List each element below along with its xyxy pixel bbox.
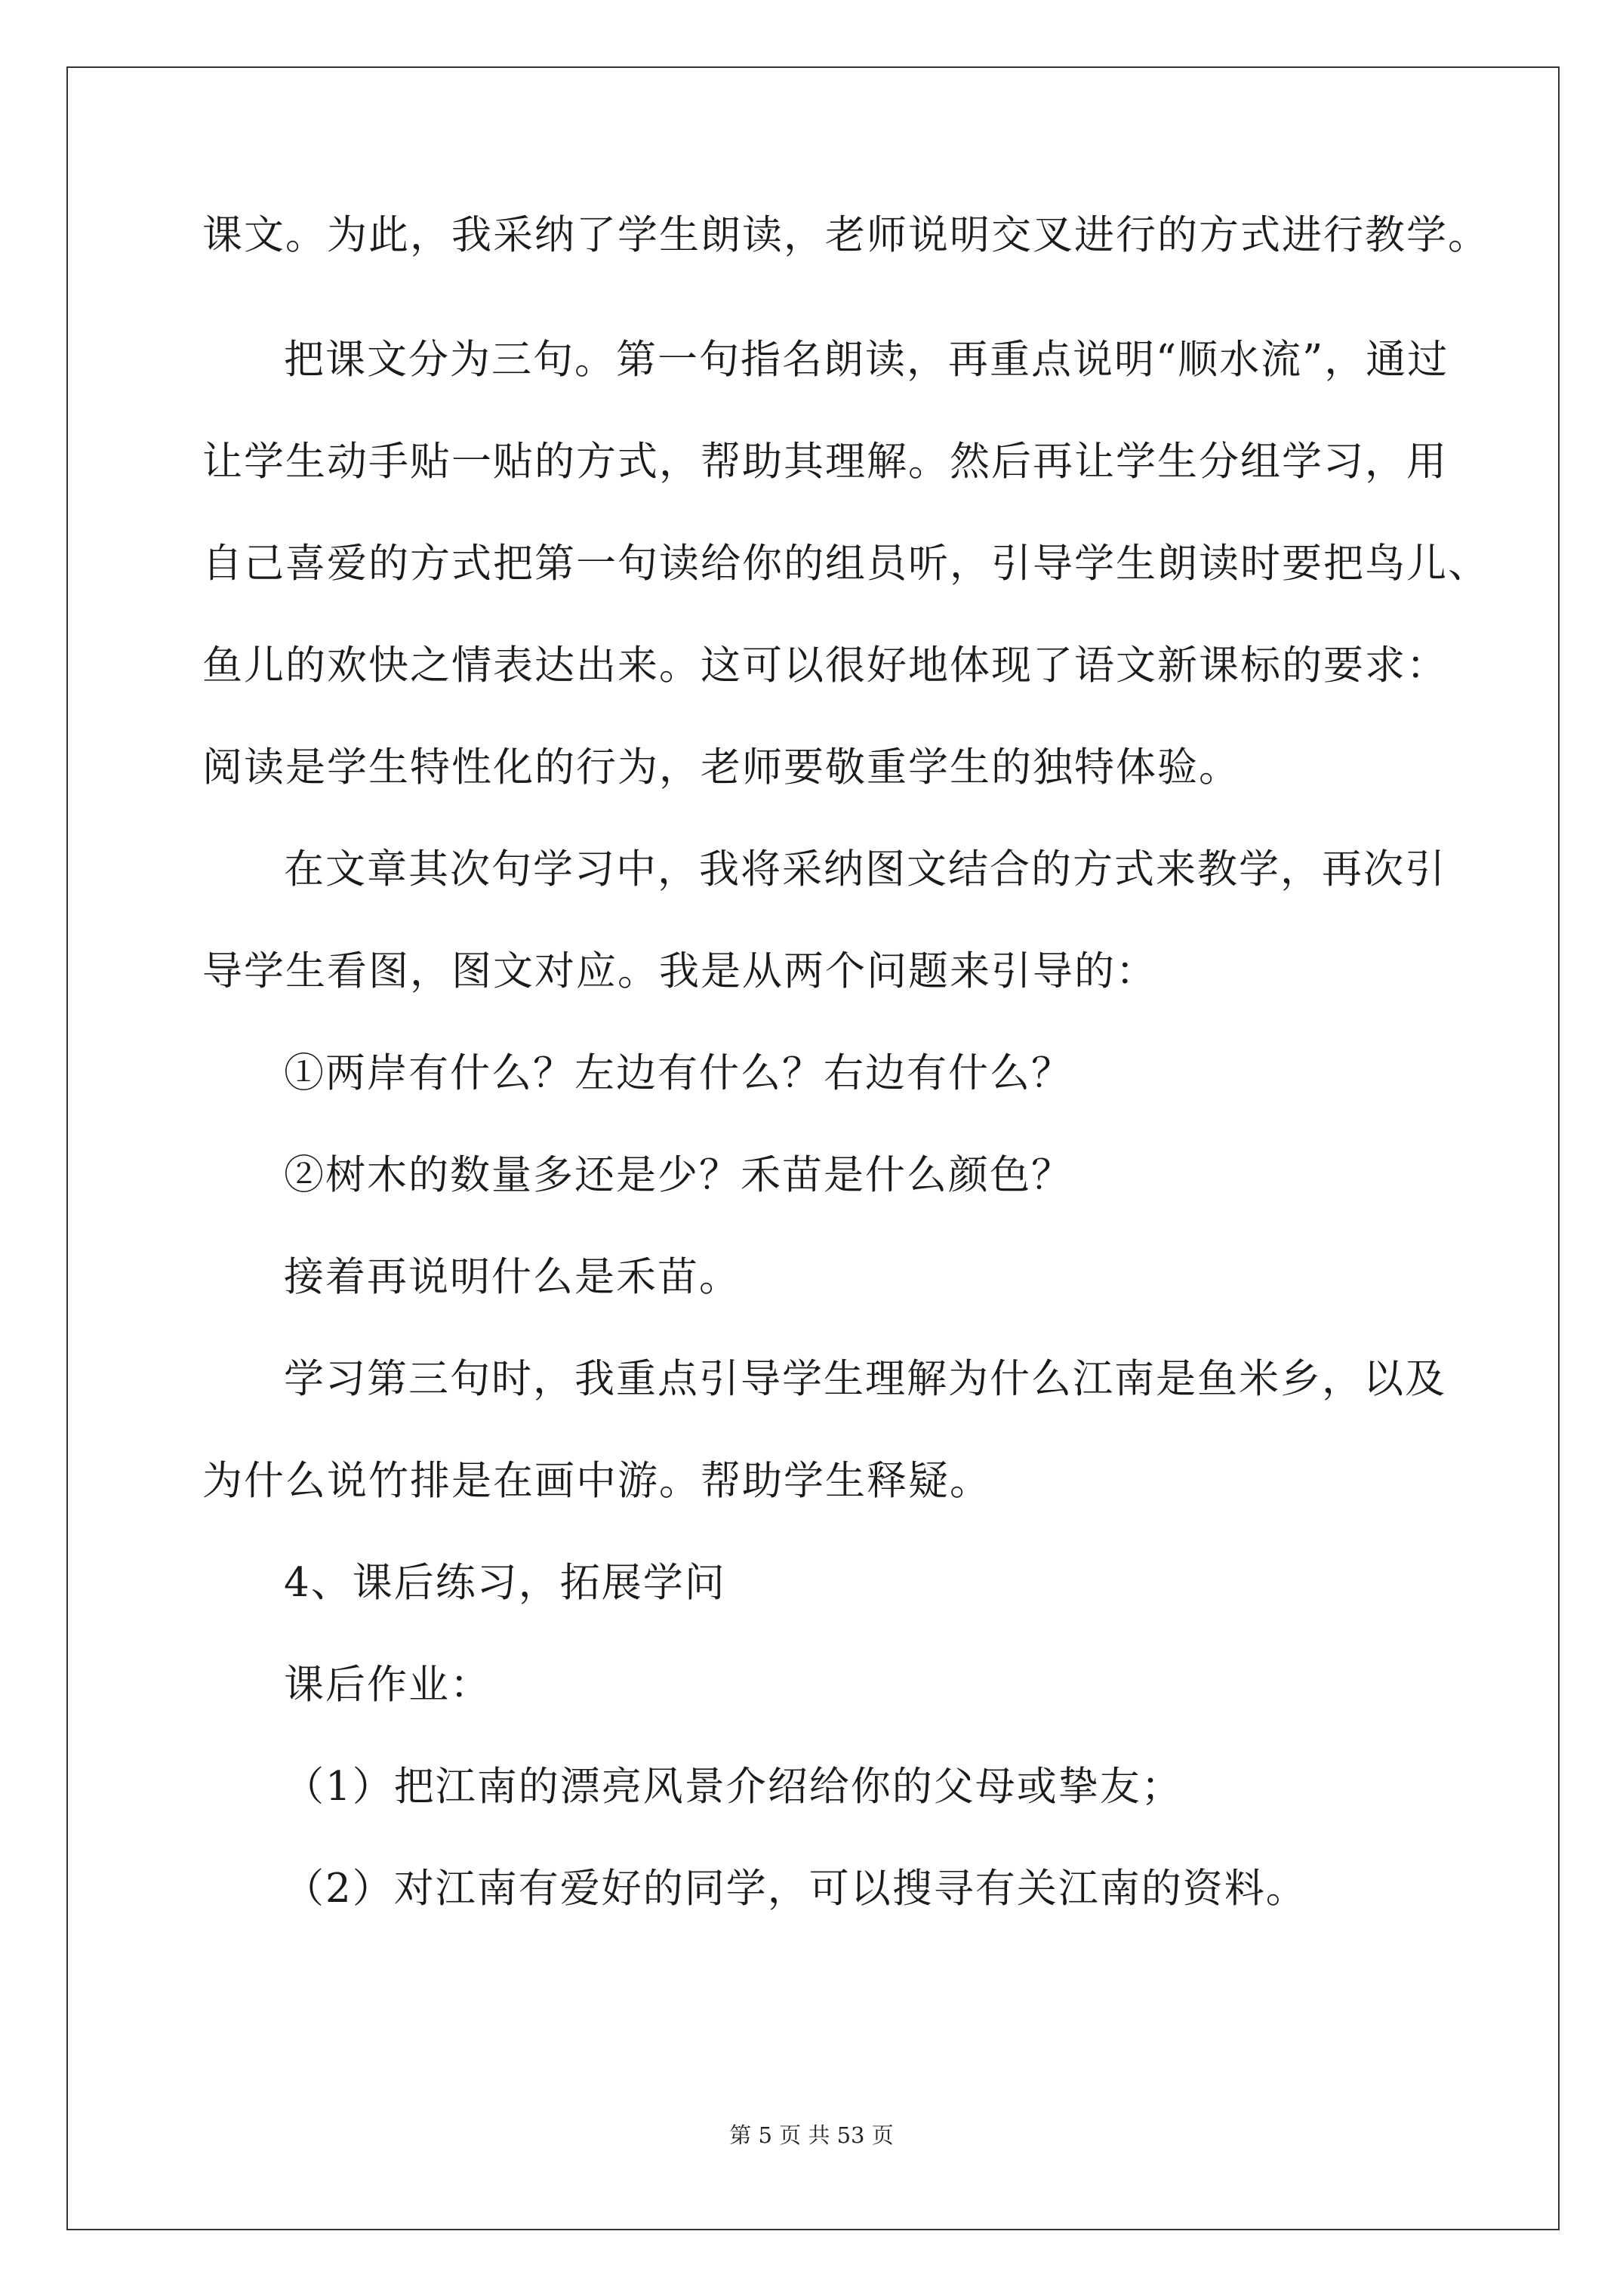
paragraph-line: 为什么说竹排是在画中游。帮助学生释疑。 bbox=[202, 1458, 991, 1504]
paragraph-line: 接着再说明什么是禾苗。 bbox=[284, 1254, 741, 1300]
list-item: （2）对江南有爱好的同学，可以搜寻有关江南的资料。 bbox=[284, 1866, 1307, 1912]
section-heading: 4、课后练习，拓展学问 bbox=[284, 1560, 726, 1606]
paragraph-line: 自己喜爱的方式把第一句读给你的组员听，引导学生朗读时要把鸟儿、 bbox=[202, 541, 1489, 587]
paragraph-line: 课后作业： bbox=[284, 1662, 491, 1708]
paragraph-line: 把课文分为三句。第一句指名朗读，再重点说明“顺水流”，通过 bbox=[284, 337, 1449, 383]
page-number-footer: 第 5 页 共 53 页 bbox=[729, 2122, 894, 2148]
paragraph-line: 让学生动手贴一贴的方式，帮助其理解。然后再让学生分组学习，用 bbox=[202, 439, 1448, 485]
paragraph-line: 导学生看图，图文对应。我是从两个问题来引导的： bbox=[202, 948, 1157, 994]
list-item: ①两岸有什么？左边有什么？右边有什么？ bbox=[284, 1050, 1073, 1096]
paragraph-line: 学习第三句时，我重点引导学生理解为什么江南是鱼米乡，以及 bbox=[284, 1356, 1446, 1402]
paragraph-line: 阅读是学生特性化的行为，老师要敬重学生的独特体验。 bbox=[202, 744, 1240, 791]
list-item: （1）把江南的漂亮风景介绍给你的父母或挚友； bbox=[284, 1764, 1183, 1810]
paragraph-line: 鱼儿的欢快之情表达出来。这可以很好地体现了语文新课标的要求： bbox=[202, 643, 1448, 689]
paragraph-line: 在文章其次句学习中，我将采纳图文结合的方式来教学，再次引 bbox=[284, 846, 1446, 892]
paragraph-line: 课文。为此，我采纳了学生朗读，老师说明交叉进行的方式进行教学。 bbox=[202, 212, 1489, 258]
list-item: ②树木的数量多还是少？禾苗是什么颜色？ bbox=[284, 1152, 1073, 1198]
